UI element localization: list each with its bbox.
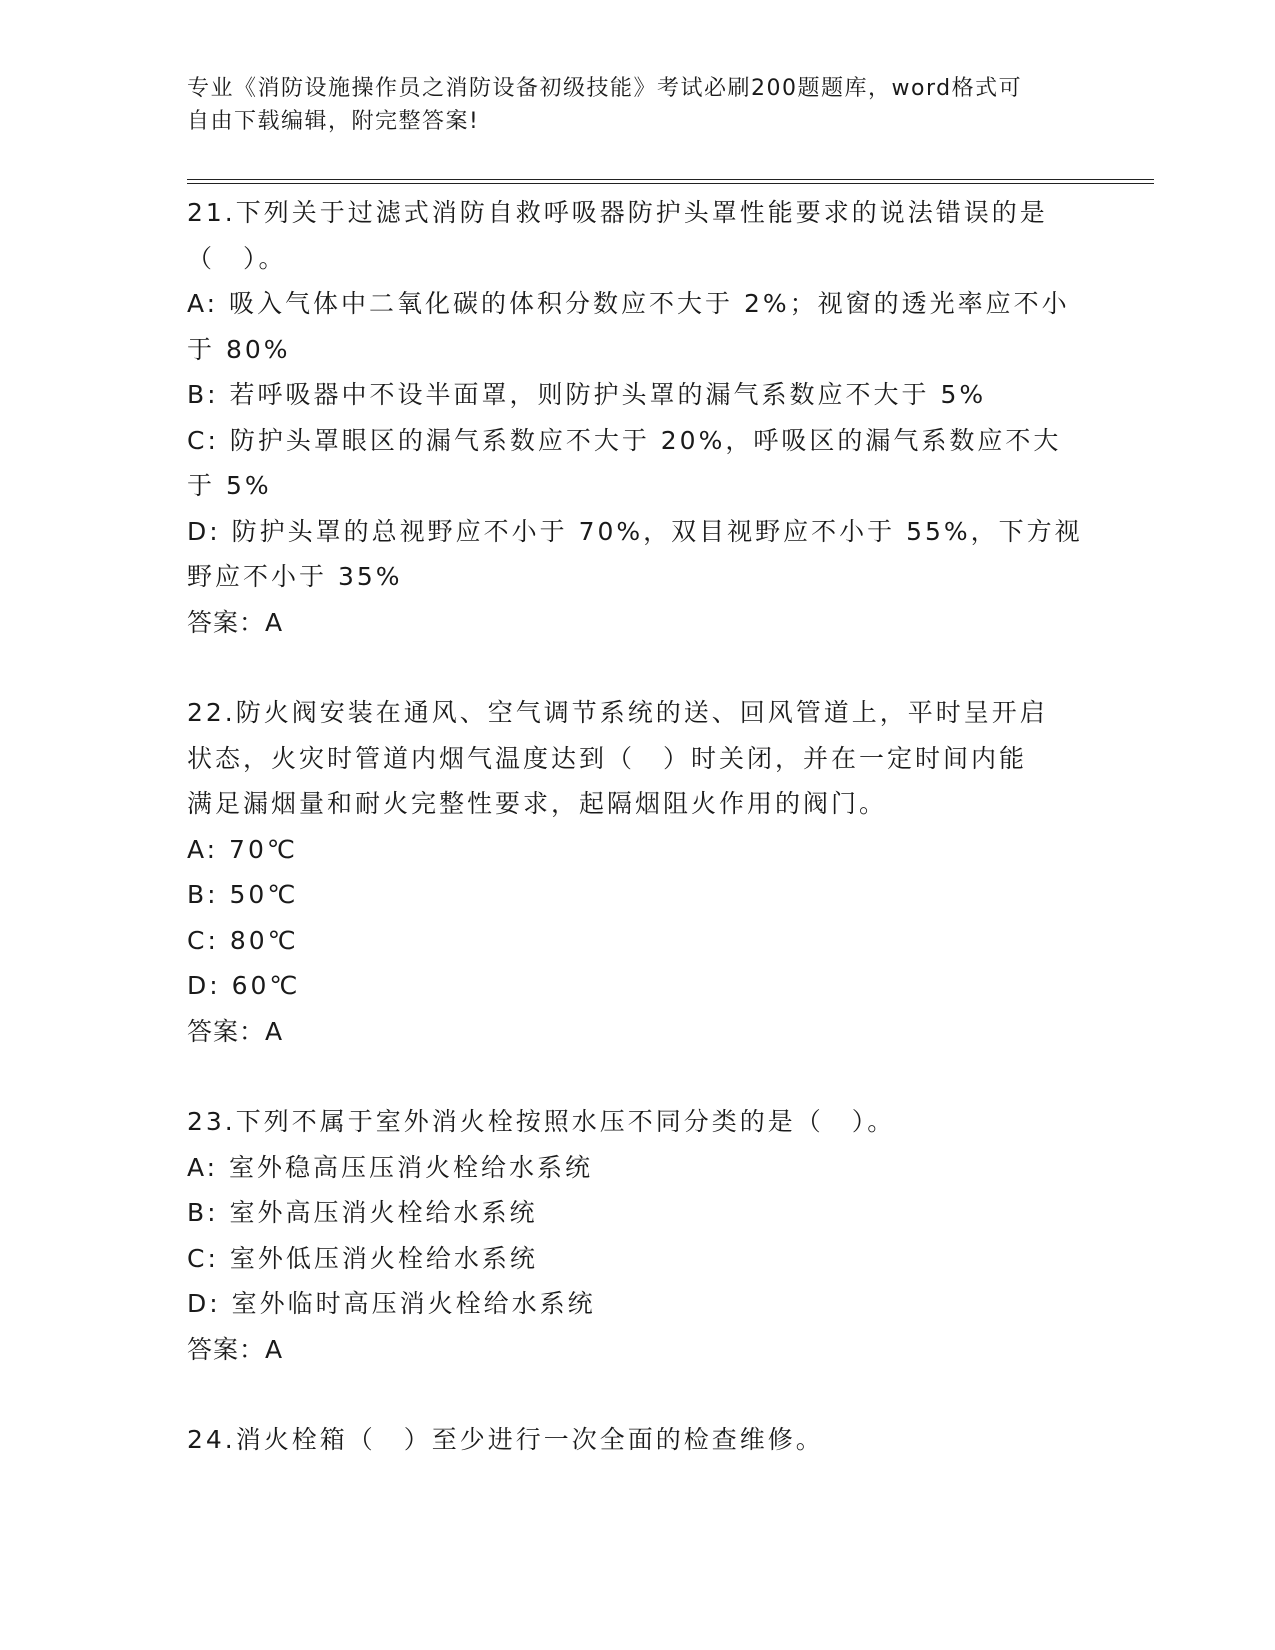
question-text-line: 状态，火灾时管道内烟气温度达到（ ）时关闭，并在一定时间内能 [187,743,1028,773]
header-divider-top [187,179,1154,180]
header-divider-bottom [187,183,1154,184]
question-block [187,1417,1087,1463]
question-block [187,690,1087,1054]
question-text-line: 24.消火栓箱（ ）至少进行一次全面的检查维修。 [187,1425,824,1454]
option-line: C: 80℃ [187,925,299,955]
option-line: B: 若呼吸器中不设半面罩，则防护头罩的漏气系数应不大于 5% [187,380,987,409]
option-line: C: 防护头罩眼区的漏气系数应不大于 20%，呼吸区的漏气系数应不大 [187,425,1062,455]
option-line: D: 60℃ [187,971,301,1000]
answer-line: 答案：A [187,607,284,637]
question-text-line: 22.防火阀安装在通风、空气调节系统的送、回风管道上，平时呈开启 [187,698,1048,727]
option-line: A: 70℃ [187,834,298,864]
question-list [187,190,1087,1508]
option-line: C: 室外低压消火栓给水系统 [187,1243,538,1273]
option-line: B: 50℃ [187,880,299,909]
option-line: A: 吸入气体中二氧化碳的体积分数应不大于 2%；视窗的透光率应不小 [187,289,1070,318]
question-block [187,1099,1087,1372]
question-text-line: 23.下列不属于室外消火栓按照水压不同分类的是（ ）。 [187,1107,896,1136]
question-text-line: （ ）。 [187,243,287,273]
option-line: 于 80% [187,334,291,364]
question-block [187,190,1087,645]
option-line: D: 防护头罩的总视野应不小于 70%，双目视野应不小于 55%，下方视 [187,516,1083,546]
question-text-line: 满足漏烟量和耐火完整性要求，起隔烟阻火作用的阀门。 [187,789,888,818]
option-line: D: 室外临时高压消火栓给水系统 [187,1289,596,1318]
header-line-2: 自由下载编辑，附完整答案! [187,109,480,134]
option-line: B: 室外高压消火栓给水系统 [187,1198,538,1227]
option-line: 于 5% [187,471,272,500]
option-line: A: 室外稳高压压消火栓给水系统 [187,1152,594,1182]
answer-line: 答案：A [187,1334,284,1364]
header-line-1: 专业《消防设施操作员之消防设备初级技能》考试必刷200题题库，word格式可 [187,76,1023,101]
question-text-line: 21.下列关于过滤式消防自救呼吸器防护头罩性能要求的说法错误的是 [187,198,1048,227]
option-line: 野应不小于 35% [187,562,403,591]
document-header [187,72,1087,138]
answer-line: 答案：A [187,1016,284,1046]
